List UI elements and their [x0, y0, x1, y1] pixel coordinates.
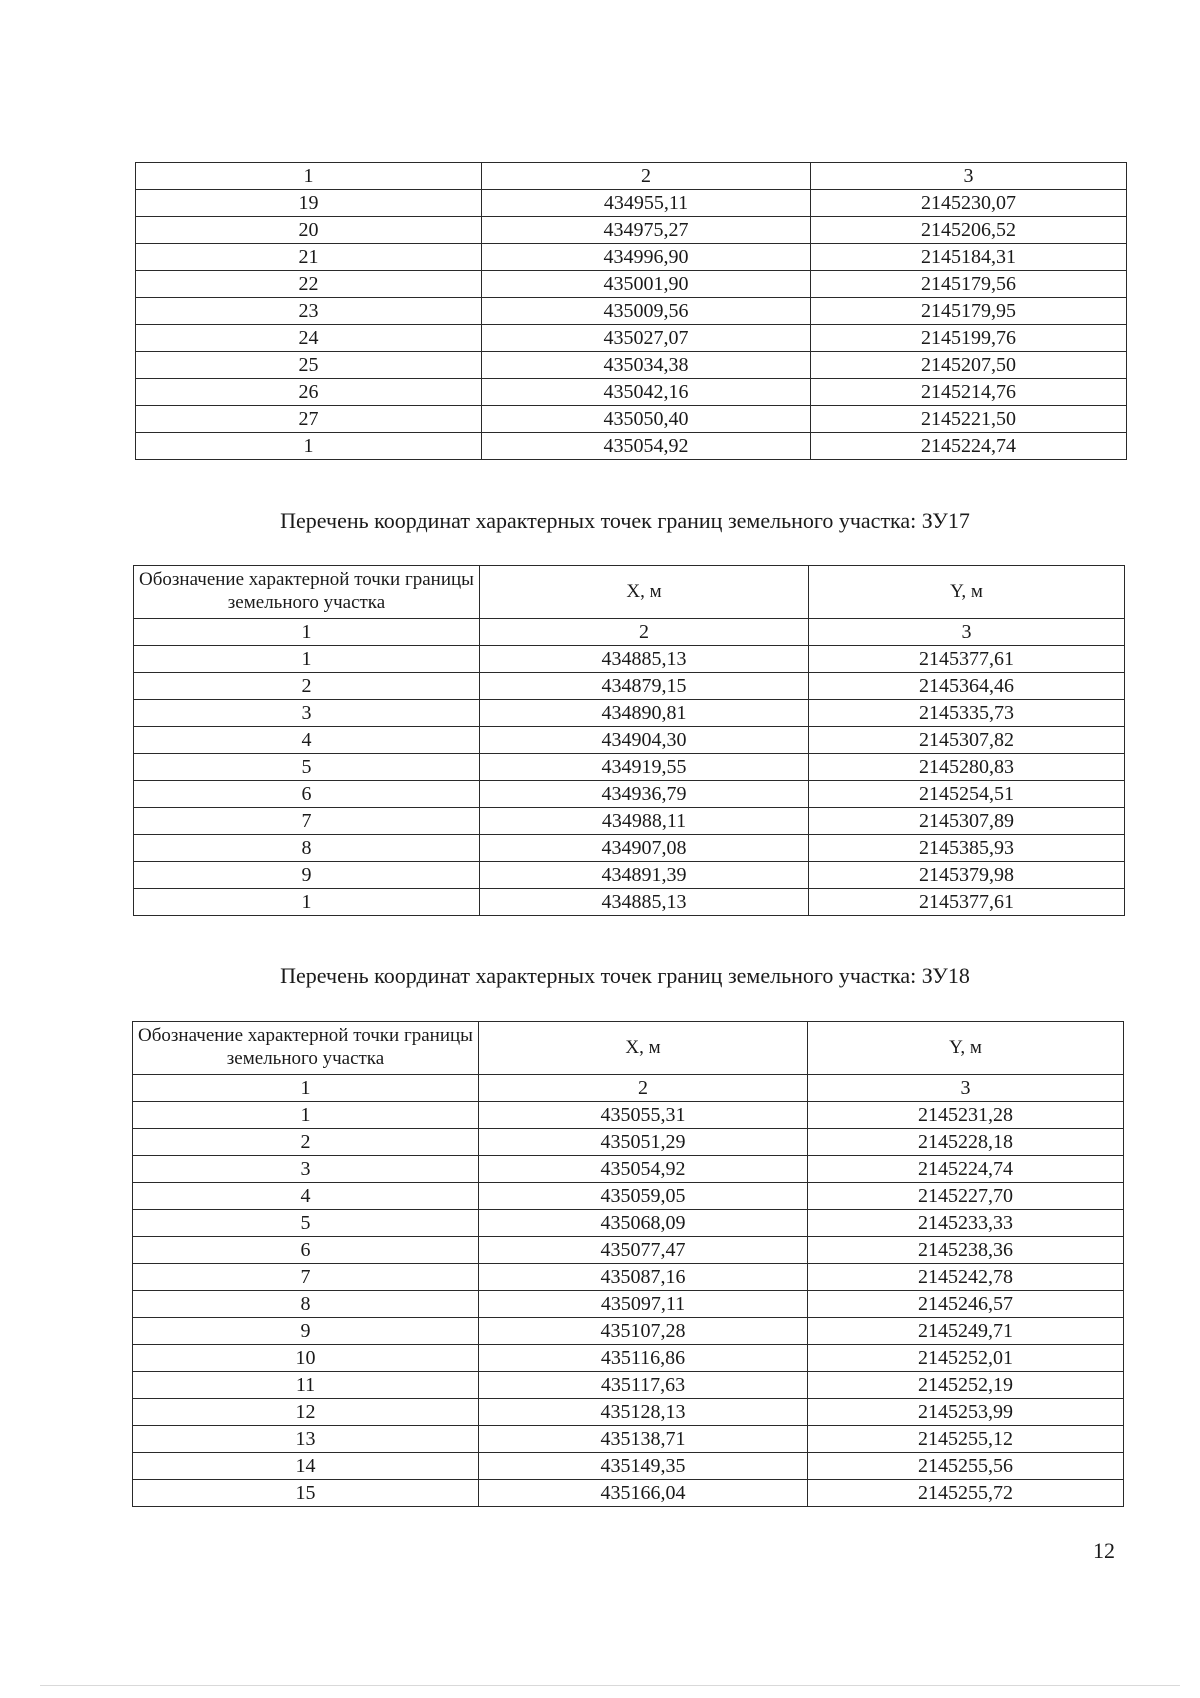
table-row — [136, 298, 1127, 325]
table-body — [136, 163, 1127, 460]
cell-x-coordinate: 435117,63 — [479, 1372, 808, 1399]
cell-x-coordinate: 435042,16 — [482, 379, 811, 406]
cell-point-number: 12 — [133, 1399, 479, 1426]
cell-x-coordinate: 434885,13 — [480, 646, 809, 673]
cell-y-coordinate: 2145385,93 — [809, 835, 1125, 862]
cell-y-coordinate: 2145364,46 — [809, 673, 1125, 700]
cell-x-coordinate: 434988,11 — [480, 808, 809, 835]
cell-x-coordinate: 434890,81 — [480, 700, 809, 727]
table-row — [136, 244, 1127, 271]
cell-x-coordinate: 435068,09 — [479, 1210, 808, 1237]
cell-point-number: 2 — [133, 1129, 479, 1156]
cell-x-coordinate: 435059,05 — [479, 1183, 808, 1210]
cell-point-number: 14 — [133, 1453, 479, 1480]
cell-y-coordinate: 2145254,51 — [809, 781, 1125, 808]
table-row — [133, 1291, 1124, 1318]
cell-point-number: 10 — [133, 1345, 479, 1372]
cell-y-coordinate: 2145242,78 — [808, 1264, 1124, 1291]
cell-point-number: 9 — [134, 862, 480, 889]
cell-point-number: 8 — [133, 1291, 479, 1318]
table-body — [133, 1075, 1124, 1507]
cell-y-coordinate: 2145253,99 — [808, 1399, 1124, 1426]
cell-point-number: 23 — [136, 298, 482, 325]
cell-x-coordinate: 434919,55 — [480, 754, 809, 781]
table-row — [134, 700, 1125, 727]
cell-point-number: 13 — [133, 1426, 479, 1453]
cell-point-number: 7 — [133, 1264, 479, 1291]
table-row — [136, 379, 1127, 406]
column-index-row — [134, 619, 1125, 646]
table-row — [133, 1345, 1124, 1372]
cell-point-number: 5 — [134, 754, 480, 781]
cell-y-coordinate: 2145280,83 — [809, 754, 1125, 781]
cell-point-number: 21 — [136, 244, 482, 271]
table-row — [134, 727, 1125, 754]
header-y: Y, м — [809, 566, 1125, 619]
coordinates-table-zu17 — [133, 565, 1125, 916]
table-row — [133, 1210, 1124, 1237]
table-row — [136, 352, 1127, 379]
cell-x-coordinate: 434904,30 — [480, 727, 809, 754]
cell-x-coordinate: 435138,71 — [479, 1426, 808, 1453]
cell-point-number: 4 — [133, 1183, 479, 1210]
cell-x-coordinate: 435001,90 — [482, 271, 811, 298]
cell-y-coordinate: 2145221,50 — [811, 406, 1127, 433]
cell-x-coordinate: 435009,56 — [482, 298, 811, 325]
column-index-cell: 1 — [136, 163, 482, 190]
column-index-cell: 3 — [809, 619, 1125, 646]
cell-x-coordinate: 435128,13 — [479, 1399, 808, 1426]
cell-x-coordinate: 434975,27 — [482, 217, 811, 244]
table-row — [133, 1102, 1124, 1129]
table-row — [134, 889, 1125, 916]
cell-x-coordinate: 434936,79 — [480, 781, 809, 808]
cell-y-coordinate: 2145231,28 — [808, 1102, 1124, 1129]
column-index-cell: 1 — [134, 619, 480, 646]
cell-x-coordinate: 434996,90 — [482, 244, 811, 271]
table-row — [136, 190, 1127, 217]
cell-x-coordinate: 435055,31 — [479, 1102, 808, 1129]
cell-point-number: 6 — [133, 1237, 479, 1264]
table-row — [136, 271, 1127, 298]
table-row — [133, 1183, 1124, 1210]
cell-x-coordinate: 435027,07 — [482, 325, 811, 352]
cell-y-coordinate: 2145335,73 — [809, 700, 1125, 727]
cell-point-number: 25 — [136, 352, 482, 379]
cell-point-number: 24 — [136, 325, 482, 352]
cell-y-coordinate: 2145377,61 — [809, 646, 1125, 673]
cell-y-coordinate: 2145377,61 — [809, 889, 1125, 916]
table-row — [134, 808, 1125, 835]
column-index-cell: 3 — [811, 163, 1127, 190]
column-index-row — [136, 163, 1127, 190]
cell-y-coordinate: 2145206,52 — [811, 217, 1127, 244]
cell-point-number: 4 — [134, 727, 480, 754]
cell-point-number: 3 — [134, 700, 480, 727]
cell-point-number: 1 — [136, 433, 482, 460]
header-row — [134, 566, 1125, 619]
cell-x-coordinate: 435166,04 — [479, 1480, 808, 1507]
column-index-cell: 1 — [133, 1075, 479, 1102]
cell-x-coordinate: 435087,16 — [479, 1264, 808, 1291]
column-index-cell: 2 — [479, 1075, 808, 1102]
table-row — [133, 1264, 1124, 1291]
cell-point-number: 8 — [134, 835, 480, 862]
cell-x-coordinate: 435097,11 — [479, 1291, 808, 1318]
cell-point-number: 15 — [133, 1480, 479, 1507]
cell-y-coordinate: 2145249,71 — [808, 1318, 1124, 1345]
cell-y-coordinate: 2145238,36 — [808, 1237, 1124, 1264]
cell-y-coordinate: 2145379,98 — [809, 862, 1125, 889]
cell-y-coordinate: 2145214,76 — [811, 379, 1127, 406]
header-point-designation: Обозначение характерной точки границы земельного участка — [134, 566, 480, 619]
table-row — [134, 754, 1125, 781]
cell-x-coordinate: 434955,11 — [482, 190, 811, 217]
cell-x-coordinate: 435050,40 — [482, 406, 811, 433]
cell-y-coordinate: 2145228,18 — [808, 1129, 1124, 1156]
cell-point-number: 1 — [133, 1102, 479, 1129]
header-x: X, м — [480, 566, 809, 619]
table-row — [134, 646, 1125, 673]
cell-y-coordinate: 2145227,70 — [808, 1183, 1124, 1210]
header-y: Y, м — [808, 1022, 1124, 1075]
cell-y-coordinate: 2145255,56 — [808, 1453, 1124, 1480]
coordinates-table-zu18 — [132, 1021, 1124, 1507]
cell-y-coordinate: 2145224,74 — [808, 1156, 1124, 1183]
table-row — [134, 862, 1125, 889]
cell-x-coordinate: 435054,92 — [482, 433, 811, 460]
cell-y-coordinate: 2145207,50 — [811, 352, 1127, 379]
table-row — [133, 1480, 1124, 1507]
cell-point-number: 22 — [136, 271, 482, 298]
cell-point-number: 20 — [136, 217, 482, 244]
table-row — [134, 781, 1125, 808]
cell-point-number: 6 — [134, 781, 480, 808]
table-row — [136, 433, 1127, 460]
cell-y-coordinate: 2145230,07 — [811, 190, 1127, 217]
cell-point-number: 27 — [136, 406, 482, 433]
column-index-cell: 3 — [808, 1075, 1124, 1102]
cell-x-coordinate: 434879,15 — [480, 673, 809, 700]
table-row — [133, 1237, 1124, 1264]
cell-y-coordinate: 2145255,72 — [808, 1480, 1124, 1507]
cell-point-number: 5 — [133, 1210, 479, 1237]
table-row — [136, 406, 1127, 433]
cell-y-coordinate: 2145246,57 — [808, 1291, 1124, 1318]
header-row — [133, 1022, 1124, 1075]
coordinates-table-continued — [135, 162, 1127, 460]
section-title-zu18: Перечень координат характерных точек границ земельного участка: ЗУ18 — [280, 963, 970, 988]
cell-point-number: 26 — [136, 379, 482, 406]
column-index-row — [133, 1075, 1124, 1102]
cell-y-coordinate: 2145252,01 — [808, 1345, 1124, 1372]
cell-y-coordinate: 2145255,12 — [808, 1426, 1124, 1453]
page-number: 12 — [1093, 1538, 1115, 1563]
table-row — [133, 1453, 1124, 1480]
section-title-zu17: Перечень координат характерных точек границ земельного участка: ЗУ17 — [280, 508, 970, 533]
cell-y-coordinate: 2145224,74 — [811, 433, 1127, 460]
table-body — [134, 619, 1125, 916]
cell-y-coordinate: 2145199,76 — [811, 325, 1127, 352]
cell-point-number: 19 — [136, 190, 482, 217]
cell-x-coordinate: 434907,08 — [480, 835, 809, 862]
cell-x-coordinate: 434891,39 — [480, 862, 809, 889]
cell-point-number: 3 — [133, 1156, 479, 1183]
header-point-designation: Обозначение характерной точки границы земельного участка — [133, 1022, 479, 1075]
cell-point-number: 9 — [133, 1318, 479, 1345]
table-row — [133, 1156, 1124, 1183]
cell-x-coordinate: 435077,47 — [479, 1237, 808, 1264]
table-row — [133, 1129, 1124, 1156]
cell-y-coordinate: 2145307,82 — [809, 727, 1125, 754]
cell-x-coordinate: 435149,35 — [479, 1453, 808, 1480]
header-x: X, м — [479, 1022, 808, 1075]
page-edge-divider — [40, 1685, 1180, 1686]
cell-y-coordinate: 2145179,56 — [811, 271, 1127, 298]
table-row — [133, 1318, 1124, 1345]
cell-point-number: 1 — [134, 889, 480, 916]
table-row — [133, 1372, 1124, 1399]
cell-y-coordinate: 2145179,95 — [811, 298, 1127, 325]
table-row — [134, 835, 1125, 862]
cell-x-coordinate: 435116,86 — [479, 1345, 808, 1372]
cell-point-number: 1 — [134, 646, 480, 673]
table-row — [136, 217, 1127, 244]
cell-y-coordinate: 2145233,33 — [808, 1210, 1124, 1237]
cell-x-coordinate: 435034,38 — [482, 352, 811, 379]
column-index-cell: 2 — [482, 163, 811, 190]
cell-x-coordinate: 435107,28 — [479, 1318, 808, 1345]
column-index-cell: 2 — [480, 619, 809, 646]
table-row — [136, 325, 1127, 352]
cell-x-coordinate: 434885,13 — [480, 889, 809, 916]
table-row — [134, 673, 1125, 700]
cell-point-number: 7 — [134, 808, 480, 835]
cell-point-number: 2 — [134, 673, 480, 700]
table-row — [133, 1426, 1124, 1453]
cell-y-coordinate: 2145307,89 — [809, 808, 1125, 835]
cell-x-coordinate: 435054,92 — [479, 1156, 808, 1183]
table-row — [133, 1399, 1124, 1426]
cell-x-coordinate: 435051,29 — [479, 1129, 808, 1156]
cell-point-number: 11 — [133, 1372, 479, 1399]
cell-y-coordinate: 2145184,31 — [811, 244, 1127, 271]
cell-y-coordinate: 2145252,19 — [808, 1372, 1124, 1399]
